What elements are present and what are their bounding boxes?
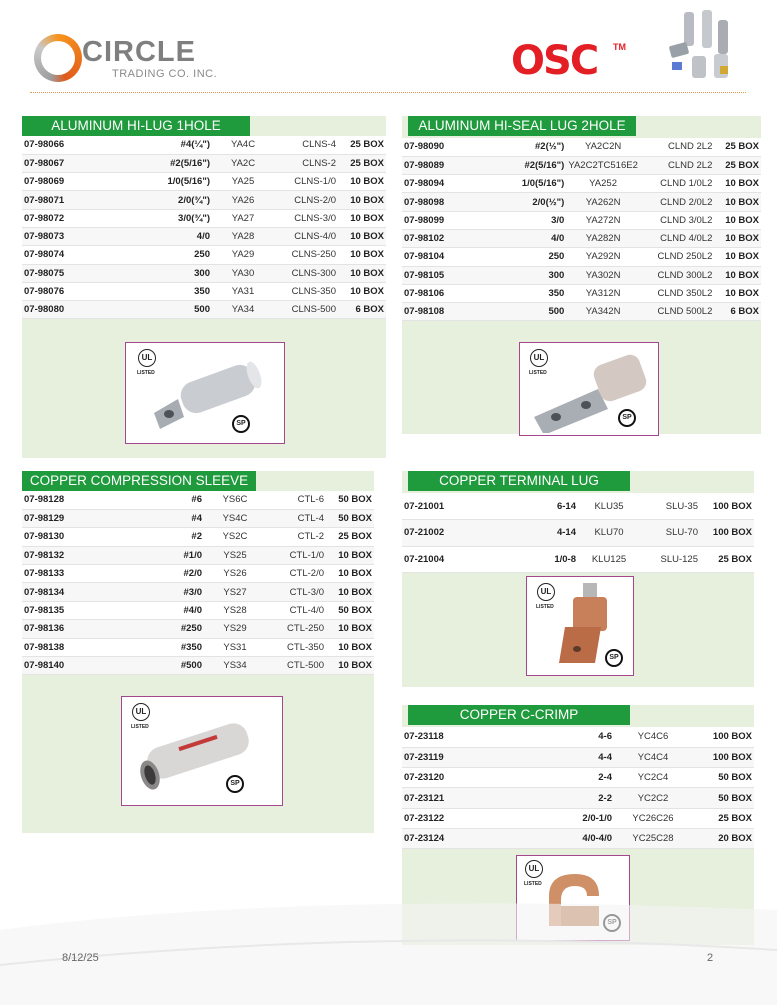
table-row — [22, 246, 386, 264]
size-cell: 2-2 — [460, 788, 614, 808]
cross-ref-cell: CLNS-2 — [274, 154, 338, 172]
package-cell: 25 BOX — [700, 546, 754, 573]
osc-catalog-cell: YS34 — [204, 657, 266, 675]
ul-listed-icon: UL — [132, 703, 150, 721]
package-cell: 50 BOX — [692, 788, 754, 808]
package-cell: 10 BOX — [714, 248, 761, 266]
osc-catalog-cell: YS25 — [204, 546, 266, 564]
part-number-cell: 07-98080 — [22, 301, 82, 319]
package-cell: 25 BOX — [338, 136, 386, 154]
section-copper-terminal-lug — [402, 471, 754, 687]
package-cell: 10 BOX — [338, 246, 386, 264]
section-title: COPPER TERMINAL LUG — [408, 471, 630, 491]
table-row — [22, 154, 386, 172]
table-row — [22, 491, 374, 509]
osc-catalog-cell: YA342N — [566, 303, 640, 321]
section-title: ALUMINUM HI-SEAL LUG 2HOLE — [408, 116, 636, 136]
part-number-cell: 07-98075 — [22, 264, 82, 282]
package-cell: 10 BOX — [326, 620, 374, 638]
part-number-cell: 07-98069 — [22, 173, 82, 191]
table-row — [22, 282, 386, 300]
osc-catalog-cell: YS29 — [204, 620, 266, 638]
cross-ref-cell: SLU-35 — [640, 493, 700, 520]
table-row — [402, 828, 754, 848]
cross-ref-cell: CTL-1/0 — [266, 546, 326, 564]
size-cell: 1/0-8 — [460, 546, 578, 573]
osc-catalog-cell: YA2C — [212, 154, 274, 172]
package-cell: 20 BOX — [692, 828, 754, 848]
size-cell: 3/0(¾") — [82, 209, 212, 227]
package-cell: 10 BOX — [338, 264, 386, 282]
package-cell: 10 BOX — [714, 284, 761, 302]
osc-catalog-cell: YA282N — [566, 229, 640, 247]
size-cell: #4 — [82, 509, 204, 527]
size-cell: #3/0 — [82, 583, 204, 601]
size-cell: 4/0-4/0 — [460, 828, 614, 848]
size-cell: 4/0 — [82, 227, 212, 245]
table-row — [22, 173, 386, 191]
listed-label: LISTED — [536, 604, 554, 610]
package-cell: 10 BOX — [326, 583, 374, 601]
size-cell: 300 — [456, 266, 566, 284]
size-cell: 2/0(½") — [456, 193, 566, 211]
table-row — [402, 727, 754, 747]
cross-ref-cell: CTL-4 — [266, 509, 326, 527]
size-cell: #2(½") — [456, 138, 566, 156]
osc-trademark: TM — [613, 42, 626, 52]
ul-listed-icon: UL — [537, 583, 555, 601]
logo-subtitle: TRADING CO. INC. — [112, 68, 218, 80]
table-row — [22, 509, 374, 527]
product-image-frame — [526, 576, 634, 676]
part-number-cell: 07-98133 — [22, 565, 82, 583]
osc-catalog-cell: YA27 — [212, 209, 274, 227]
size-cell: 300 — [82, 264, 212, 282]
osc-catalog-cell: YA2C2N — [566, 138, 640, 156]
size-cell: 4/0 — [456, 229, 566, 247]
size-cell: #6 — [82, 491, 204, 509]
cross-ref-cell: CLNS-250 — [274, 246, 338, 264]
package-cell: 6 BOX — [338, 301, 386, 319]
copper-compression-sleeve-table — [22, 491, 374, 675]
part-number-cell: 07-98066 — [22, 136, 82, 154]
osc-catalog-cell: YA34 — [212, 301, 274, 319]
table-row — [402, 493, 754, 520]
part-number-cell: 07-98098 — [402, 193, 456, 211]
size-cell: 4-4 — [460, 747, 614, 767]
part-number-cell: 07-98132 — [22, 546, 82, 564]
table-row — [402, 520, 754, 547]
part-number-cell: 07-21001 — [402, 493, 460, 520]
section-aluminum-hi-lug — [22, 116, 386, 458]
part-number-cell: 07-98090 — [402, 138, 456, 156]
cross-ref-cell: CTL-350 — [266, 638, 326, 656]
size-cell: #1/0 — [82, 546, 204, 564]
size-cell: 1/0(5/16") — [456, 175, 566, 193]
part-number-cell: 07-98136 — [22, 620, 82, 638]
header-divider — [30, 92, 746, 93]
osc-catalog-cell: YS26 — [204, 565, 266, 583]
osc-catalog-cell: YC4C4 — [614, 747, 692, 767]
table-row — [402, 138, 761, 156]
osc-catalog-cell: KLU125 — [578, 546, 640, 573]
size-cell: 2-4 — [460, 768, 614, 788]
listed-label: LISTED — [524, 881, 542, 887]
size-cell: 2/0(¾") — [82, 191, 212, 209]
cross-ref-cell: CLNS-4/0 — [274, 227, 338, 245]
osc-catalog-cell: YS31 — [204, 638, 266, 656]
cross-ref-cell: CLNS-2/0 — [274, 191, 338, 209]
package-cell: 25 BOX — [714, 156, 761, 174]
size-cell: #2 — [82, 528, 204, 546]
package-cell: 10 BOX — [714, 193, 761, 211]
osc-catalog-cell: YA312N — [566, 284, 640, 302]
part-number-cell: 07-98129 — [22, 509, 82, 527]
cross-ref-cell: CLND 4/0L2 — [640, 229, 715, 247]
cross-ref-cell: CLNS-3/0 — [274, 209, 338, 227]
copper-c-crimp-table — [402, 727, 754, 849]
section-copper-compression-sleeve — [22, 471, 374, 833]
package-cell: 10 BOX — [338, 191, 386, 209]
table-row — [402, 546, 754, 573]
cross-ref-cell: CLND 3/0L2 — [640, 211, 715, 229]
part-number-cell: 07-98099 — [402, 211, 456, 229]
size-cell: 250 — [82, 246, 212, 264]
section-title: ALUMINUM HI-LUG 1HOLE — [22, 116, 250, 136]
osc-catalog-cell: YA25 — [212, 173, 274, 191]
part-number-cell: 07-98106 — [402, 284, 456, 302]
circle-logo-icon — [34, 34, 82, 82]
cross-ref-cell: CTL-4/0 — [266, 601, 326, 619]
listed-label: LISTED — [131, 724, 149, 730]
cross-ref-cell: CTL-250 — [266, 620, 326, 638]
size-cell: #2(5/16") — [456, 156, 566, 174]
product-image-frame — [519, 342, 659, 436]
part-number-cell: 07-23122 — [402, 808, 460, 828]
package-cell: 10 BOX — [326, 546, 374, 564]
csa-icon: SP — [226, 775, 244, 793]
cross-ref-cell: SLU-70 — [640, 520, 700, 547]
table-row — [22, 528, 374, 546]
csa-icon: SP — [232, 415, 250, 433]
cross-ref-cell: CLND 250L2 — [640, 248, 715, 266]
package-cell: 10 BOX — [326, 657, 374, 675]
package-cell: 25 BOX — [338, 154, 386, 172]
osc-catalog-cell: YS2C — [204, 528, 266, 546]
logo-name: CIRCLE — [82, 36, 196, 68]
lugs-product-image — [656, 8, 748, 90]
package-cell: 100 BOX — [700, 493, 754, 520]
osc-catalog-cell: YS28 — [204, 601, 266, 619]
ul-listed-icon: UL — [530, 349, 548, 367]
table-row — [402, 248, 761, 266]
aluminum-hi-lug-table — [22, 136, 386, 319]
part-number-cell: 07-23124 — [402, 828, 460, 848]
package-cell: 10 BOX — [714, 175, 761, 193]
product-image-frame — [121, 696, 283, 806]
osc-catalog-cell: YA252 — [566, 175, 640, 193]
size-cell: #350 — [82, 638, 204, 656]
size-cell: 1/0(5/16") — [82, 173, 212, 191]
cross-ref-cell: CLND 1/0L2 — [640, 175, 715, 193]
part-number-cell: 07-98134 — [22, 583, 82, 601]
package-cell: 100 BOX — [692, 747, 754, 767]
package-cell: 10 BOX — [714, 229, 761, 247]
table-row — [22, 264, 386, 282]
table-row — [402, 768, 754, 788]
osc-catalog-cell: YS6C — [204, 491, 266, 509]
page-header — [0, 0, 777, 92]
cross-ref-cell: CLNS-300 — [274, 264, 338, 282]
listed-label: LISTED — [529, 370, 547, 376]
package-cell: 50 BOX — [692, 768, 754, 788]
size-cell: #4/0 — [82, 601, 204, 619]
osc-catalog-cell: YA262N — [566, 193, 640, 211]
background-swoosh — [0, 880, 777, 1005]
osc-catalog-cell: KLU35 — [578, 493, 640, 520]
size-cell: 2/0-1/0 — [460, 808, 614, 828]
product-image-frame — [125, 342, 285, 444]
cross-ref-cell: CLNS-350 — [274, 282, 338, 300]
size-cell: 500 — [82, 301, 212, 319]
part-number-cell: 07-23119 — [402, 747, 460, 767]
cross-ref-cell: CLNS-500 — [274, 301, 338, 319]
osc-catalog-cell: YA28 — [212, 227, 274, 245]
page-number: 2 — [707, 952, 714, 964]
cross-ref-cell: CTL-2 — [266, 528, 326, 546]
package-cell: 50 BOX — [326, 509, 374, 527]
package-cell: 10 BOX — [326, 565, 374, 583]
part-number-cell: 07-98071 — [22, 191, 82, 209]
package-cell: 10 BOX — [714, 211, 761, 229]
table-row — [22, 227, 386, 245]
table-row — [402, 175, 761, 193]
size-cell: 350 — [82, 282, 212, 300]
section-aluminum-hi-seal-lug — [402, 116, 761, 434]
package-cell: 10 BOX — [338, 173, 386, 191]
table-row — [22, 620, 374, 638]
size-cell: 500 — [456, 303, 566, 321]
part-number-cell: 07-98074 — [22, 246, 82, 264]
osc-catalog-cell: YA272N — [566, 211, 640, 229]
table-row — [22, 546, 374, 564]
part-number-cell: 07-98073 — [22, 227, 82, 245]
table-row — [22, 209, 386, 227]
ul-listed-icon: UL — [138, 349, 156, 367]
size-cell: 350 — [456, 284, 566, 302]
cross-ref-cell: CTL-3/0 — [266, 583, 326, 601]
osc-catalog-cell: KLU70 — [578, 520, 640, 547]
osc-catalog-cell: YS4C — [204, 509, 266, 527]
package-cell: 50 BOX — [326, 601, 374, 619]
package-cell: 25 BOX — [326, 528, 374, 546]
footer-date: 8/12/25 — [62, 952, 99, 964]
package-cell: 50 BOX — [326, 491, 374, 509]
part-number-cell: 07-21004 — [402, 546, 460, 573]
size-cell: #2/0 — [82, 565, 204, 583]
package-cell: 6 BOX — [714, 303, 761, 321]
table-row — [402, 788, 754, 808]
table-row — [402, 229, 761, 247]
part-number-cell: 07-98128 — [22, 491, 82, 509]
cross-ref-cell: CLNS-4 — [274, 136, 338, 154]
csa-icon: SP — [605, 649, 623, 667]
cross-ref-cell: CLNS-1/0 — [274, 173, 338, 191]
part-number-cell: 07-98094 — [402, 175, 456, 193]
csa-icon: SP — [618, 409, 636, 427]
package-cell: 10 BOX — [338, 282, 386, 300]
table-row — [22, 601, 374, 619]
part-number-cell: 07-98105 — [402, 266, 456, 284]
part-number-cell: 07-21002 — [402, 520, 460, 547]
table-row — [402, 266, 761, 284]
cross-ref-cell: CLND 2L2 — [640, 138, 715, 156]
osc-catalog-cell: YC2C2 — [614, 788, 692, 808]
size-cell: 6-14 — [460, 493, 578, 520]
size-cell: #500 — [82, 657, 204, 675]
table-row — [402, 193, 761, 211]
table-row — [402, 211, 761, 229]
part-number-cell: 07-98135 — [22, 601, 82, 619]
package-cell: 100 BOX — [700, 520, 754, 547]
table-row — [22, 565, 374, 583]
osc-catalog-cell: YA4C — [212, 136, 274, 154]
package-cell: 25 BOX — [692, 808, 754, 828]
table-row — [402, 808, 754, 828]
size-cell: 3/0 — [456, 211, 566, 229]
part-number-cell: 07-23120 — [402, 768, 460, 788]
package-cell: 10 BOX — [338, 209, 386, 227]
package-cell: 10 BOX — [326, 638, 374, 656]
cross-ref-cell: CLND 300L2 — [640, 266, 715, 284]
cross-ref-cell: CLND 350L2 — [640, 284, 715, 302]
osc-catalog-cell: YC26C26 — [614, 808, 692, 828]
osc-catalog-cell: YC4C6 — [614, 727, 692, 747]
size-cell: #250 — [82, 620, 204, 638]
aluminum-hi-seal-lug-table — [402, 138, 761, 321]
part-number-cell: 07-98076 — [22, 282, 82, 300]
table-row — [22, 638, 374, 656]
osc-catalog-cell: YA302N — [566, 266, 640, 284]
table-row — [402, 156, 761, 174]
osc-catalog-cell: YA29 — [212, 246, 274, 264]
part-number-cell: 07-98104 — [402, 248, 456, 266]
size-cell: #4(¼") — [82, 136, 212, 154]
part-number-cell: 07-98130 — [22, 528, 82, 546]
size-cell: 250 — [456, 248, 566, 266]
osc-catalog-cell: YA2C2TC516E2 — [566, 156, 640, 174]
table-row — [402, 303, 761, 321]
table-row — [402, 747, 754, 767]
cross-ref-cell: CTL-6 — [266, 491, 326, 509]
cross-ref-cell: SLU-125 — [640, 546, 700, 573]
cross-ref-cell: CLND 500L2 — [640, 303, 715, 321]
osc-logo — [503, 38, 631, 84]
table-row — [22, 191, 386, 209]
part-number-cell: 07-98072 — [22, 209, 82, 227]
listed-label: LISTED — [137, 370, 155, 376]
osc-catalog-cell: YC2C4 — [614, 768, 692, 788]
osc-logo-text: OSC — [511, 38, 598, 84]
part-number-cell: 07-98108 — [402, 303, 456, 321]
table-row — [402, 284, 761, 302]
osc-catalog-cell: YA26 — [212, 191, 274, 209]
part-number-cell: 07-23118 — [402, 727, 460, 747]
osc-catalog-cell: YC25C28 — [614, 828, 692, 848]
table-row — [22, 301, 386, 319]
cross-ref-cell: CTL-2/0 — [266, 565, 326, 583]
part-number-cell: 07-98102 — [402, 229, 456, 247]
ul-listed-icon: UL — [525, 860, 543, 878]
package-cell: 25 BOX — [714, 138, 761, 156]
table-row — [22, 583, 374, 601]
osc-catalog-cell: YA292N — [566, 248, 640, 266]
cross-ref-cell: CLND 2L2 — [640, 156, 715, 174]
package-cell: 10 BOX — [338, 227, 386, 245]
package-cell: 100 BOX — [692, 727, 754, 747]
part-number-cell: 07-23121 — [402, 788, 460, 808]
cross-ref-cell: CTL-500 — [266, 657, 326, 675]
size-cell: #2(5/16") — [82, 154, 212, 172]
part-number-cell: 07-98140 — [22, 657, 82, 675]
size-cell: 4-14 — [460, 520, 578, 547]
part-number-cell: 07-98067 — [22, 154, 82, 172]
cross-ref-cell: CLND 2/0L2 — [640, 193, 715, 211]
part-number-cell: 07-98138 — [22, 638, 82, 656]
osc-catalog-cell: YS27 — [204, 583, 266, 601]
section-title: COPPER COMPRESSION SLEEVE — [22, 471, 256, 491]
table-row — [22, 657, 374, 675]
table-row — [22, 136, 386, 154]
osc-catalog-cell: YA30 — [212, 264, 274, 282]
package-cell: 10 BOX — [714, 266, 761, 284]
copper-terminal-lug-table — [402, 493, 754, 573]
part-number-cell: 07-98089 — [402, 156, 456, 174]
section-title: COPPER C-CRIMP — [408, 705, 630, 725]
size-cell: 4-6 — [460, 727, 614, 747]
osc-catalog-cell: YA31 — [212, 282, 274, 300]
